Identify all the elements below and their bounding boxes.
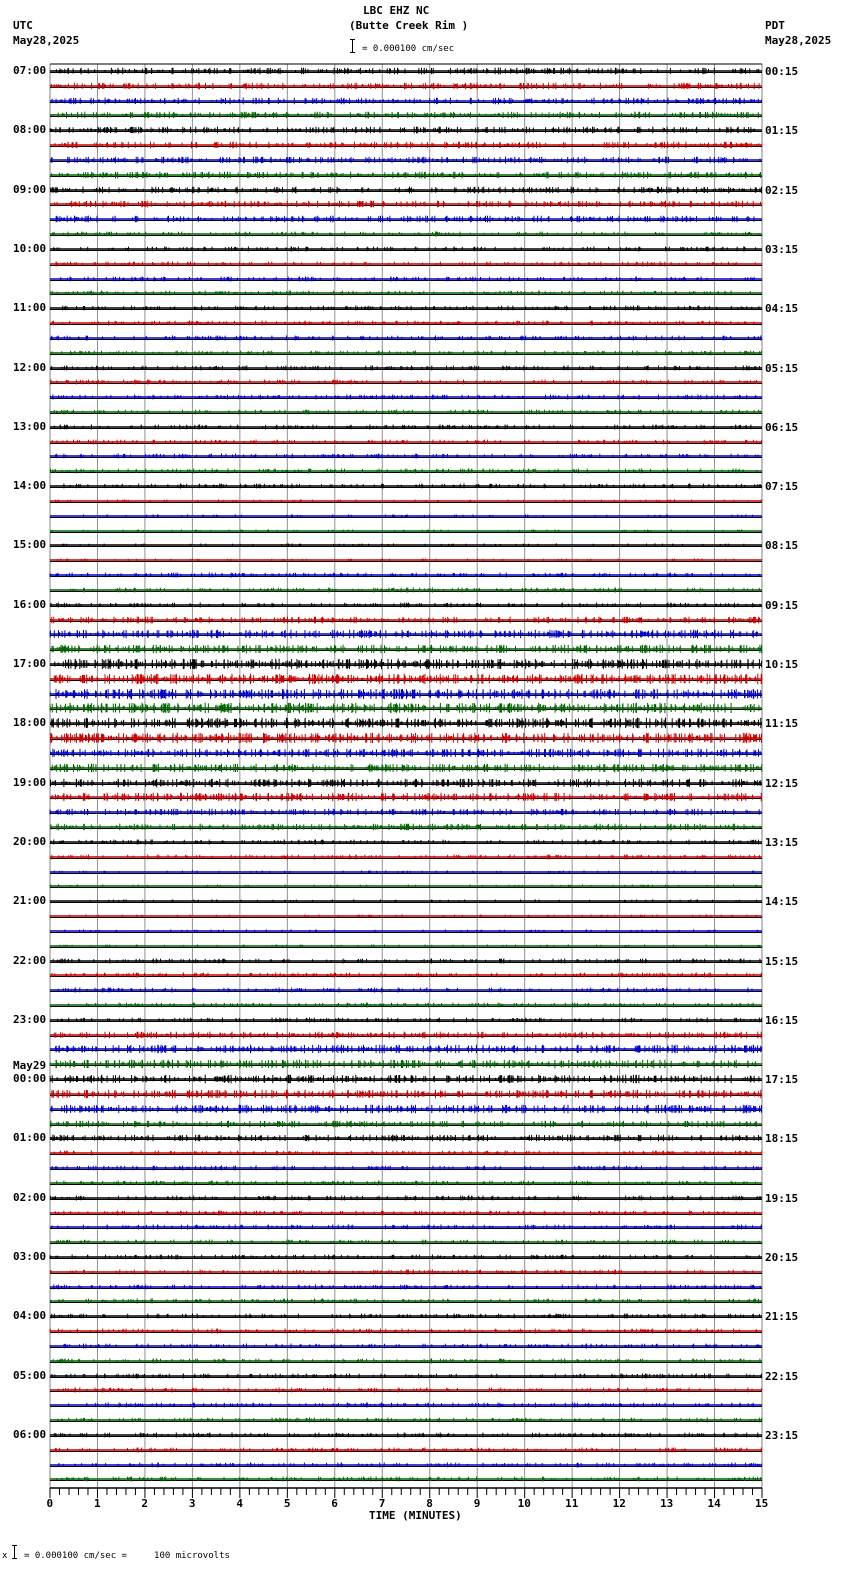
- utc-hour-label: 03:00: [13, 1250, 47, 1263]
- date-change-label: May29: [13, 1059, 47, 1073]
- pdt-hour-label: 15:15: [765, 954, 799, 968]
- utc-hour-label: 14:00: [13, 479, 47, 493]
- left-date: May28,2025: [13, 34, 80, 47]
- pdt-hour-label: 18:15: [765, 1132, 799, 1146]
- x-tick-label: 13: [660, 1497, 674, 1510]
- pdt-hour-label: 22:15: [765, 1369, 799, 1383]
- x-tick-label: 14: [707, 1497, 721, 1510]
- right-timezone: PDT: [765, 19, 785, 32]
- utc-hour-label: 19:00: [13, 775, 47, 789]
- pdt-hour-label: 01:15: [765, 124, 799, 138]
- x-tick-label: 9: [473, 1497, 481, 1510]
- utc-hour-label: 23:00: [13, 1012, 47, 1026]
- utc-hour-label: 11:00: [13, 301, 47, 315]
- footer-scale-bar-icon: [14, 1545, 15, 1559]
- pdt-hour-label: 14:15: [765, 895, 799, 909]
- utc-hour-label: 22:00: [13, 953, 47, 967]
- pdt-hour-label: 09:15: [765, 598, 799, 612]
- pdt-hour-label: 11:15: [765, 717, 799, 731]
- utc-hour-label: 04:00: [13, 1309, 47, 1323]
- utc-hour-label: 02:00: [13, 1190, 47, 1204]
- utc-hour-label: 05:00: [13, 1368, 47, 1382]
- utc-hour-label: 15:00: [13, 538, 47, 552]
- header-station: LBC EHZ NC: [363, 4, 430, 17]
- x-tick-label: 15: [755, 1497, 769, 1510]
- utc-hour-label: 17:00: [13, 657, 47, 670]
- x-tick-label: 1: [93, 1497, 101, 1510]
- header-scale-text: = 0.000100 cm/sec: [362, 44, 455, 54]
- utc-hour-label: 09:00: [13, 182, 47, 196]
- pdt-hour-label: 05:15: [765, 361, 799, 375]
- footer-scale-text: = 0.000100 cm/sec = 100 microvolts: [24, 1551, 230, 1561]
- utc-hour-label: 08:00: [13, 123, 47, 137]
- pdt-hour-label: 13:15: [765, 835, 799, 849]
- x-tick-label: 8: [426, 1497, 433, 1510]
- utc-hour-label: 01:00: [13, 1131, 47, 1145]
- utc-hour-label: 12:00: [13, 360, 47, 374]
- x-tick-label: 4: [236, 1497, 243, 1510]
- pdt-hour-label: 07:15: [765, 480, 799, 494]
- x-tick-label: 5: [283, 1497, 291, 1510]
- pdt-hour-label: 02:15: [765, 183, 799, 197]
- x-tick-label: 12: [612, 1497, 626, 1510]
- right-date: May28,2025: [765, 34, 832, 47]
- utc-hour-label: 16:00: [13, 597, 47, 611]
- pdt-hour-label: 16:15: [765, 1013, 799, 1027]
- x-tick-label: 10: [517, 1497, 531, 1510]
- utc-hour-label: 06:00: [13, 1427, 47, 1441]
- utc-hour-label: 07:00: [13, 64, 47, 77]
- x-tick-label: 7: [378, 1497, 386, 1510]
- pdt-hour-label: 08:15: [765, 539, 799, 553]
- utc-hour-label: 21:00: [13, 894, 47, 908]
- footer-prefix: x: [2, 1551, 8, 1561]
- pdt-hour-label: 10:15: [765, 658, 799, 671]
- left-timezone: UTC: [13, 19, 33, 32]
- pdt-hour-label: 03:15: [765, 242, 799, 256]
- utc-hour-label: 13:00: [13, 419, 47, 433]
- pdt-hour-label: 17:15: [765, 1073, 799, 1087]
- pdt-hour-label: 19:15: [765, 1191, 799, 1205]
- pdt-hour-label: 04:15: [765, 302, 799, 316]
- header-location: (Butte Creek Rim ): [349, 19, 469, 32]
- pdt-hour-label: 00:15: [765, 65, 799, 78]
- x-tick-label: 3: [188, 1497, 196, 1510]
- pdt-hour-label: 23:15: [765, 1428, 799, 1442]
- x-tick-label: 11: [565, 1497, 579, 1510]
- pdt-hour-label: 21:15: [765, 1310, 799, 1324]
- pdt-hour-label: 06:15: [765, 420, 799, 434]
- x-tick-label: 0: [46, 1497, 54, 1510]
- pdt-hour-label: 20:15: [765, 1251, 799, 1264]
- utc-hour-label: 00:00: [13, 1072, 47, 1086]
- pdt-hour-label: 12:15: [765, 776, 799, 790]
- x-tick-label: 6: [331, 1497, 338, 1510]
- x-tick-label: 2: [141, 1497, 149, 1510]
- utc-hour-label: 10:00: [13, 241, 47, 255]
- x-axis-title: TIME (MINUTES): [369, 1509, 462, 1522]
- utc-hour-label: 18:00: [13, 716, 47, 730]
- utc-hour-label: 20:00: [13, 834, 47, 848]
